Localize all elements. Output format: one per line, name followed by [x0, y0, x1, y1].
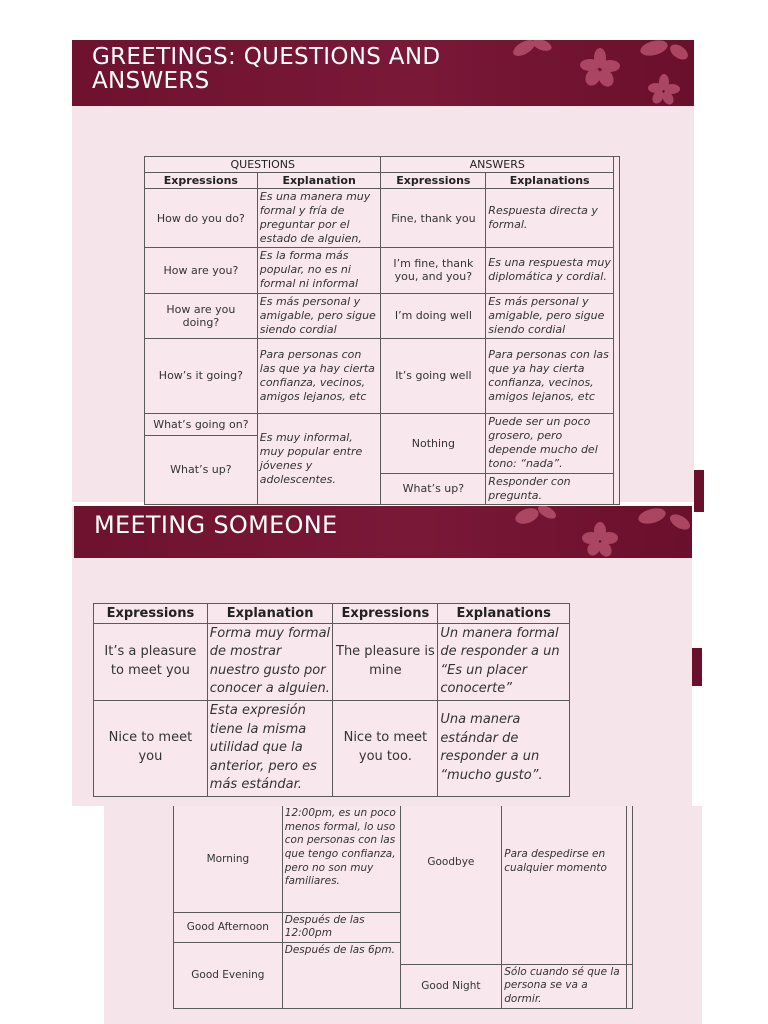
question-expression: What’s up?	[145, 435, 258, 504]
table-row	[145, 293, 620, 338]
answer-explanation: Es más personal y amigable, pero sigue siendo cordial	[486, 293, 614, 338]
side-accent-bar	[694, 470, 704, 512]
flower-decoration-icon	[502, 506, 692, 558]
answer-expression: The pleasure is mine	[333, 624, 438, 701]
answer-explanation: Es una respuesta muy diplomática y cordial.	[486, 248, 614, 293]
answer-expression: What’s up?	[381, 473, 486, 504]
farewell-expression: Good Night	[400, 964, 502, 1008]
table-row	[145, 189, 620, 248]
question-explanation: Es más personal y amigable, pero sigue siendo cordial	[257, 293, 381, 338]
flower-decoration-icon	[504, 40, 694, 106]
greeting-expression: Good Evening	[174, 942, 283, 1008]
table-row	[174, 806, 633, 912]
question-expression: How are you?	[145, 248, 258, 293]
farewell-explanation: Para despedirse en cualquier momento	[502, 806, 627, 964]
question-explanation: Esta expresión tiene la misma utilidad que la anterior, pero es más estándar.	[207, 700, 333, 796]
question-expression: How do you do?	[145, 189, 258, 248]
meeting-title: MEETING SOMEONE	[94, 511, 338, 539]
greeting-expression: Morning	[174, 806, 283, 912]
answer-explanation: Responder con pregunta.	[486, 473, 614, 504]
answer-explanation: Para personas con las que ya hay cierta confianza, vecinos, amigos lejanos, etc	[486, 338, 614, 413]
greeting-explanation: Después de las 12:00pm	[282, 912, 400, 942]
column-header: Explanation	[207, 604, 333, 624]
column-header: Expressions	[381, 173, 486, 189]
answer-explanation: Una manera estándar de responder a un “mucho gusto”.	[438, 700, 570, 796]
table-row	[94, 700, 570, 796]
column-header: Expressions	[333, 604, 438, 624]
meeting-table	[93, 603, 570, 797]
times-table	[173, 806, 633, 1009]
column-header: Explanation	[257, 173, 381, 189]
question-explanation: Es muy informal, muy popular entre jóvenes y adolescentes.	[257, 413, 381, 504]
answer-explanation: Un manera formal de responder a un “Es un placer conocerte”	[438, 624, 570, 701]
group-header-answers: ANSWERS	[381, 157, 614, 173]
table-row	[145, 413, 620, 435]
greetings-title: GREETINGS: QUESTIONS AND ANSWERS	[92, 44, 441, 95]
question-explanation: Forma muy formal de mostrar nuestro gusto por conocer a alguien.	[207, 624, 333, 701]
answer-expression: Nothing	[381, 413, 486, 473]
greetings-table	[144, 156, 620, 505]
answer-expression: Fine, thank you	[381, 189, 486, 248]
question-expression: How’s it going?	[145, 338, 258, 413]
answer-expression: I’m doing well	[381, 293, 486, 338]
question-expression: Nice to meet you	[94, 700, 208, 796]
greeting-explanation: Después de las 6pm.	[282, 942, 400, 1008]
answer-expression: Nice to meet you too.	[333, 700, 438, 796]
greeting-expression: Good Afternoon	[174, 912, 283, 942]
column-header: Explanations	[486, 173, 614, 189]
farewell-expression: Goodbye	[400, 806, 502, 964]
table-row	[94, 624, 570, 701]
question-expression: How are you doing?	[145, 293, 258, 338]
column-header: Explanations	[438, 604, 570, 624]
answer-expression: I’m fine, thank you, and you?	[381, 248, 486, 293]
question-explanation: Es una manera muy formal y fría de preguntar por el estado de alguien,	[257, 189, 381, 248]
question-explanation: Es la forma más popular, no es ni formal ni informal	[257, 248, 381, 293]
meeting-banner	[74, 506, 692, 558]
column-header: Expressions	[145, 173, 258, 189]
group-header-questions: QUESTIONS	[145, 157, 381, 173]
greetings-banner	[72, 40, 694, 106]
answer-explanation: Puede ser un poco grosero, pero depende mucho del tono: “nada”.	[486, 413, 614, 473]
answer-expression: It’s going well	[381, 338, 486, 413]
question-explanation: Para personas con las que ya hay cierta confianza, vecinos, amigos lejanos, etc	[257, 338, 381, 413]
farewell-explanation: Sólo cuando sé que la persona se va a dormir.	[502, 964, 627, 1008]
greeting-explanation: 12:00pm, es un poco menos formal, lo uso con personas con las que tengo confianza, pero no son muy familiares.	[282, 806, 400, 912]
table-row	[145, 248, 620, 293]
question-expression: It’s a pleasure to meet you	[94, 624, 208, 701]
table-row	[145, 338, 620, 413]
answer-explanation: Respuesta directa y formal.	[486, 189, 614, 248]
question-expression: What’s going on?	[145, 413, 258, 435]
column-header: Expressions	[94, 604, 208, 624]
side-accent-bar	[692, 648, 702, 686]
